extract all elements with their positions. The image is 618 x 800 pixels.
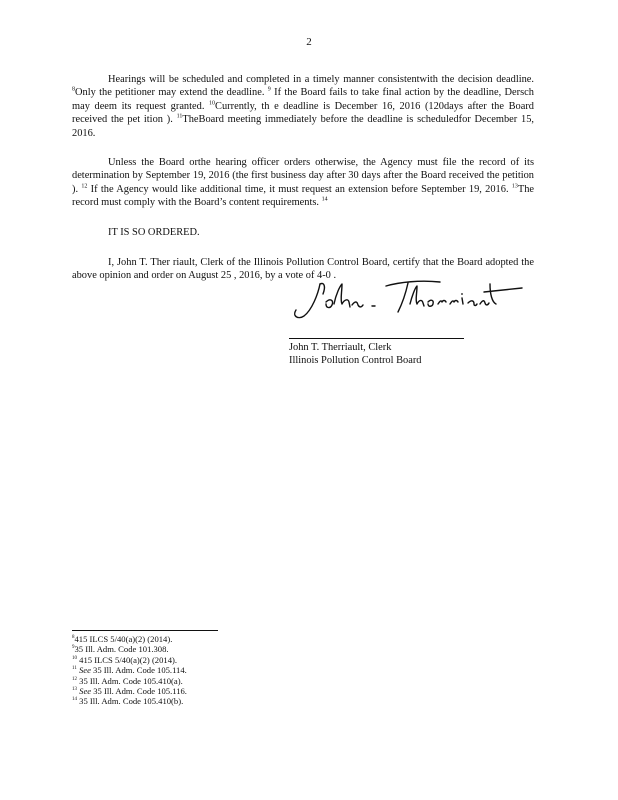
text-run: 35 Ill. Adm. Code 105.410(a). bbox=[77, 675, 183, 686]
text-run: IT IS SO ORDERED. bbox=[108, 227, 200, 238]
text-run: Only the petitioner may extend the deadline. bbox=[75, 87, 268, 99]
footnote-item bbox=[72, 644, 187, 654]
footnote-item bbox=[72, 634, 187, 644]
footnote-item bbox=[72, 655, 187, 665]
footnote-ref: 13 bbox=[72, 687, 77, 693]
footnote-ref: 8 bbox=[72, 86, 75, 93]
italic-text: See bbox=[76, 665, 91, 676]
paragraph-so-ordered bbox=[72, 226, 534, 239]
text-run: 35 Ill. Adm. Code 105.114. bbox=[90, 665, 187, 676]
text-run: 35 Ill. Adm. Code 105.410(b). bbox=[77, 696, 184, 707]
text-run: Unless the Board orthe hearing officer orders otherwise, the Agency must file the record of its determination by September 19, 2016 (the first business day after 30 days after the Board received the petition ). bbox=[72, 157, 534, 195]
clerk-name: John T. Therriault, Clerk bbox=[289, 342, 392, 353]
text-run: Hearings will be scheduled and completed in a timely manner consistentwith the decision deadline. bbox=[108, 74, 534, 85]
paragraph-record-filing bbox=[72, 156, 534, 210]
text-run: 35 Ill. Adm. Code 105.116. bbox=[91, 686, 187, 697]
footnote-ref: 14 bbox=[321, 196, 328, 203]
footnote-ref: 12 bbox=[72, 676, 77, 682]
italic-text: See bbox=[77, 686, 92, 697]
clerk-block bbox=[289, 341, 422, 368]
footnote-ref: 14 bbox=[72, 697, 77, 703]
page-number: 2 bbox=[306, 36, 312, 48]
text-run: If the Board fails to take final action by the deadline, Dersch may deem its request granted. bbox=[72, 87, 534, 112]
footnote-ref: 10 bbox=[209, 100, 216, 107]
footnote-item bbox=[72, 696, 187, 706]
paragraph-hearings bbox=[72, 73, 534, 140]
text-run: 415 ILCS 5/40(a)(2) (2014). bbox=[74, 634, 173, 644]
signature-line bbox=[289, 338, 464, 339]
footnote-ref: 9 bbox=[267, 86, 271, 93]
footnote-item bbox=[72, 665, 187, 675]
footnote-ref: 10 bbox=[72, 655, 77, 661]
footnote-ref: 9 bbox=[72, 645, 75, 651]
footnote-ref: 8 bbox=[72, 635, 75, 641]
footnotes bbox=[72, 634, 187, 707]
text-run: I, John T. Ther riault, Clerk of the Illinois Pollution Control Board, certify that the Board adopted the above opinion and order on August 25 , 2016, by a vote of 4-0 . bbox=[72, 257, 534, 282]
footnote-ref: 12 bbox=[81, 183, 88, 190]
text-run: If the Agency would like additional time, it must request an extension before September 19, 2016. bbox=[87, 183, 512, 195]
footnote-separator bbox=[72, 630, 218, 631]
footnote-ref: 11 bbox=[72, 666, 77, 672]
clerk-signature bbox=[290, 276, 530, 326]
footnote-item bbox=[72, 676, 187, 686]
text-run: 35 Ill. Adm. Code 101.308. bbox=[74, 644, 169, 655]
text-run: The record must comply with the Board’s content requirements. bbox=[72, 183, 534, 209]
footnote-ref: 11 bbox=[176, 113, 183, 120]
text-run: TheBoard meeting immediately before the deadline is scheduledfor December 15, 2016. bbox=[72, 114, 535, 139]
text-run: Currently, th e deadline is December 16, 2016 (120days after the Board received the pet ition ). bbox=[72, 100, 534, 126]
text-run: 415 ILCS 5/40(a)(2) (2014). bbox=[77, 654, 178, 665]
clerk-organization: Illinois Pollution Control Board bbox=[289, 355, 422, 367]
footnote-item bbox=[72, 686, 187, 696]
footnote-ref: 13 bbox=[511, 183, 518, 190]
